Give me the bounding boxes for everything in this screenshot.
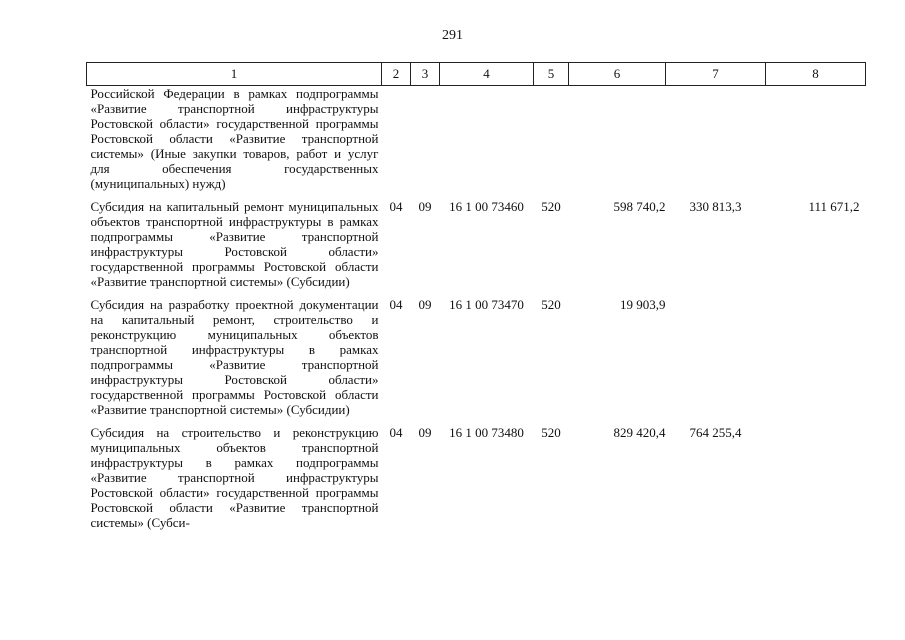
budget-table xyxy=(86,62,866,534)
header-col-8: 8 xyxy=(766,63,866,86)
row-amount-6: 598 740,2 xyxy=(613,199,666,214)
page-number: 291 xyxy=(442,28,463,43)
row-amount-6: 829 420,4 xyxy=(613,425,666,440)
row-amount-6: 19 903,9 xyxy=(620,297,666,312)
header-col-2: 2 xyxy=(382,63,411,86)
row-section: 04 xyxy=(389,297,403,312)
row-subsection xyxy=(411,86,440,196)
row-subsection: 09 xyxy=(418,297,432,312)
row-target-code xyxy=(440,86,534,196)
row-amount-8 xyxy=(766,421,866,534)
row-description: Российской Федерации в рамках подпрограммы «Развитие транспортной инфраструктуры Ростовской области» государственной программы Ростовской области «Развитие транспортной системы» (Иные закупки товаров, работ и услуг для обеспечения государственных (муниципальных) нужд) xyxy=(90,86,379,191)
row-amount-8 xyxy=(766,293,866,421)
row-amount-7: 330 813,3 xyxy=(689,199,742,214)
table-row xyxy=(87,195,866,293)
row-subsection: 09 xyxy=(418,425,432,440)
row-section: 04 xyxy=(389,199,403,214)
row-expense-type xyxy=(534,86,569,196)
row-amount-7 xyxy=(666,86,766,196)
row-amount-8: 111 671,2 xyxy=(808,199,860,214)
table-row xyxy=(87,293,866,421)
table-row xyxy=(87,86,866,196)
header-row xyxy=(87,63,866,86)
row-description: Субсидия на капитальный ремонт муниципальных объектов транспортной инфраструктуры в рамках подпрограммы «Развитие транспортной инфраструктуры Ростовской области» государственной программы Ростовской области «Развитие транспортной системы» (Субсидии) xyxy=(90,199,379,289)
row-amount-7: 764 255,4 xyxy=(689,425,742,440)
header-col-7: 7 xyxy=(666,63,766,86)
header-col-5: 5 xyxy=(534,63,569,86)
row-target-code: 16 1 00 73480 xyxy=(449,425,524,440)
row-description: Субсидия на разработку проектной документации на капитальный ремонт, строительство и реконструкцию муниципальных объектов транспортной инфраструктуры в рамках подпрограммы «Развитие транспортной инфраструктуры Ростовской области» государственной программы Ростовской области «Развитие транспортной системы» (Субсидии) xyxy=(90,297,379,417)
header-col-4: 4 xyxy=(440,63,534,86)
row-description: Субсидия на строительство и реконструкцию муниципальных объектов транспортной инфраструктуры в рамках подпрограммы «Развитие транспортной инфраструктуры Ростовской области» государственной программы Ростовской области «Развитие транспортной системы» (Субси- xyxy=(90,425,379,530)
row-expense-type: 520 xyxy=(541,297,561,312)
row-target-code: 16 1 00 73470 xyxy=(449,297,524,312)
row-expense-type: 520 xyxy=(541,199,561,214)
row-amount-8 xyxy=(766,86,866,196)
row-section: 04 xyxy=(389,425,403,440)
table-row xyxy=(87,421,866,534)
row-amount-7 xyxy=(666,293,766,421)
header-col-1: 1 xyxy=(87,63,382,86)
header-col-6: 6 xyxy=(569,63,666,86)
row-subsection: 09 xyxy=(418,199,432,214)
row-amount-6 xyxy=(569,86,666,196)
row-expense-type: 520 xyxy=(541,425,561,440)
row-target-code: 16 1 00 73460 xyxy=(449,199,524,214)
row-section xyxy=(382,86,411,196)
header-col-3: 3 xyxy=(411,63,440,86)
